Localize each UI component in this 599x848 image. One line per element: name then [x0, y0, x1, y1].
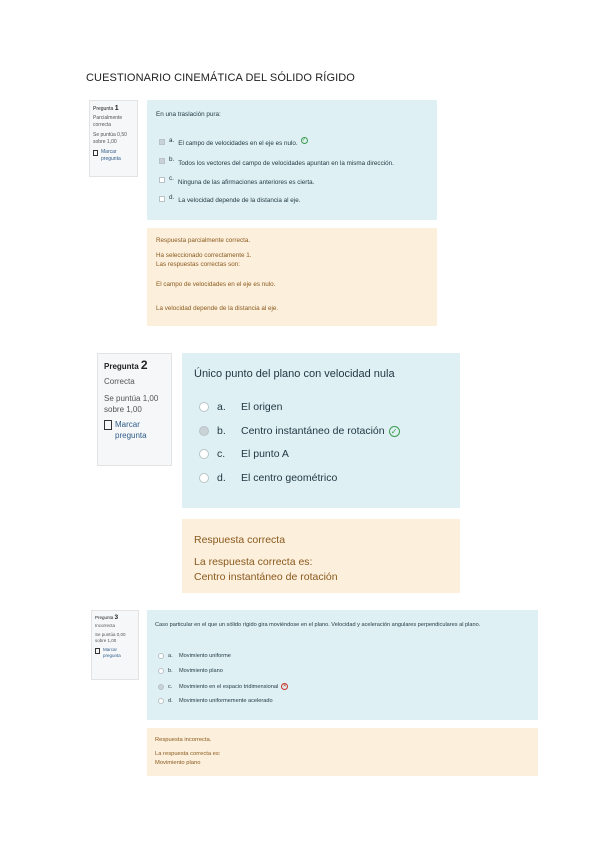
option-c[interactable] — [199, 448, 289, 460]
option-text: El punto A — [241, 448, 289, 460]
option-a[interactable] — [199, 401, 282, 413]
option-b[interactable] — [199, 425, 400, 437]
option-letter: c. — [169, 175, 174, 182]
radio-d[interactable] — [158, 698, 164, 704]
question-number: 1 — [114, 105, 119, 112]
flag-question-button[interactable] — [93, 149, 134, 163]
option-text: Movimiento en el espacio tridimensional — [179, 683, 279, 690]
checkbox-b[interactable] — [159, 158, 165, 164]
option-letter: a. — [168, 653, 173, 659]
option-letter: a. — [217, 401, 226, 413]
question-info-1 — [89, 100, 138, 177]
option-text: Centro instantáneo de rotación — [241, 425, 385, 437]
option-text: Movimiento plano — [179, 668, 223, 674]
question-text: En una traslación pura: — [156, 111, 221, 118]
option-letter: d. — [169, 194, 175, 201]
option-c[interactable] — [158, 683, 288, 690]
x-circle-icon: ✕ — [282, 683, 287, 689]
check-circle-icon: ✓ — [389, 426, 400, 437]
feedback-box-2 — [182, 519, 460, 593]
option-text: Todos los vectores del campo de velocidades apuntan en la misma dirección. — [178, 160, 394, 167]
checkbox-c[interactable] — [159, 177, 165, 183]
flag-icon — [104, 420, 112, 430]
question-text: Caso particular en el que un sólido rígido gira moviéndose en el plano. Velocidad y aceleración angulares perpendiculares al plano. — [155, 622, 481, 628]
flag-question-button[interactable] — [95, 647, 135, 659]
question-box-2 — [182, 353, 460, 508]
option-a[interactable] — [159, 137, 308, 147]
question-grade: Se puntúa 0,00 sobre 1,00 — [95, 632, 126, 643]
radio-c[interactable] — [158, 684, 164, 690]
question-state: Parcialmente correcta — [93, 115, 123, 128]
flag-question-label: Marcar pregunta — [101, 149, 121, 162]
flag-question-button[interactable] — [104, 419, 165, 441]
option-letter: b. — [169, 156, 175, 163]
checkbox-a[interactable] — [159, 139, 165, 145]
option-d[interactable] — [199, 472, 337, 484]
radio-d[interactable] — [199, 473, 209, 483]
question-number: 2 — [140, 358, 148, 372]
question-grade: Se puntúa 0,50 sobre 1,00 — [93, 132, 127, 145]
flag-question-label: Marcar pregunta — [115, 420, 147, 440]
question-number: 3 — [114, 614, 119, 621]
radio-a[interactable] — [199, 402, 209, 412]
option-b[interactable] — [159, 155, 394, 167]
question-box-1 — [147, 100, 437, 220]
option-letter: c. — [217, 448, 226, 460]
radio-c[interactable] — [199, 449, 209, 459]
question-box-3 — [147, 610, 538, 720]
feedback-line: Respuesta correcta — [194, 534, 286, 546]
radio-b[interactable] — [199, 426, 209, 436]
option-d[interactable] — [158, 698, 273, 704]
question-info-2 — [97, 353, 172, 466]
feedback-box-1 — [147, 228, 437, 326]
option-text: El origen — [241, 401, 283, 413]
feedback-line: Centro instantáneo de rotación — [194, 571, 338, 583]
option-text: Movimiento uniformemente acelerado — [179, 698, 273, 704]
flag-icon — [93, 150, 98, 156]
question-grade: Se puntúa 1,00 sobre 1,00 — [104, 394, 159, 414]
option-letter: c. — [168, 683, 173, 690]
feedback-line: Respuesta parcialmente correcta. — [156, 237, 251, 244]
option-c[interactable] — [159, 174, 314, 186]
checkbox-d[interactable] — [159, 196, 165, 202]
option-text: El centro geométrico — [241, 472, 338, 484]
option-text: Movimiento uniforme — [179, 653, 231, 659]
question-text: Único punto del plano con velocidad nula — [194, 368, 395, 380]
feedback-line: Movimiento plano — [155, 760, 201, 766]
feedback-box-3 — [147, 728, 538, 776]
check-circle-icon: ✓ — [302, 137, 307, 143]
option-text: Ninguna de las afirmaciones anteriores es cierta. — [177, 179, 315, 186]
question-info-3 — [91, 610, 139, 680]
option-letter: b. — [217, 425, 226, 437]
feedback-line: Ha seleccionado correctamente 1. — [156, 252, 252, 259]
feedback-line: Las respuestas correctas son: — [156, 261, 240, 268]
option-b[interactable] — [158, 668, 223, 674]
question-label: Pregunta — [95, 615, 114, 620]
feedback-line: El campo de velocidades en el eje es nulo. — [156, 281, 276, 288]
option-d[interactable] — [159, 194, 300, 204]
option-letter: b. — [168, 668, 173, 674]
flag-icon — [95, 648, 100, 654]
question-state: Incorrecta — [95, 623, 116, 628]
option-letter: a. — [169, 137, 175, 144]
radio-b[interactable] — [158, 668, 164, 674]
question-label: Pregunta — [104, 362, 139, 371]
question-state: Correcta — [104, 377, 135, 386]
feedback-line: La respuesta correcta es: — [194, 556, 313, 568]
feedback-line: La respuesta correcta es: — [155, 751, 221, 757]
option-letter: d. — [217, 472, 226, 484]
page-title: CUESTIONARIO CINEMÁTICA DEL SÓLIDO RÍGIDO — [86, 72, 355, 84]
option-a[interactable] — [158, 653, 231, 659]
feedback-line: Respuesta incorrecta. — [155, 737, 212, 743]
option-text: La velocidad depende de la distancia al eje. — [178, 197, 301, 204]
radio-a[interactable] — [158, 653, 164, 659]
option-letter: d. — [168, 698, 173, 704]
question-label: Pregunta — [93, 106, 114, 112]
flag-question-label: Marcar pregunta — [103, 647, 121, 658]
option-text: El campo de velocidades en el eje es nulo. — [178, 140, 298, 147]
feedback-line: La velocidad depende de la distancia al eje. — [156, 305, 279, 312]
